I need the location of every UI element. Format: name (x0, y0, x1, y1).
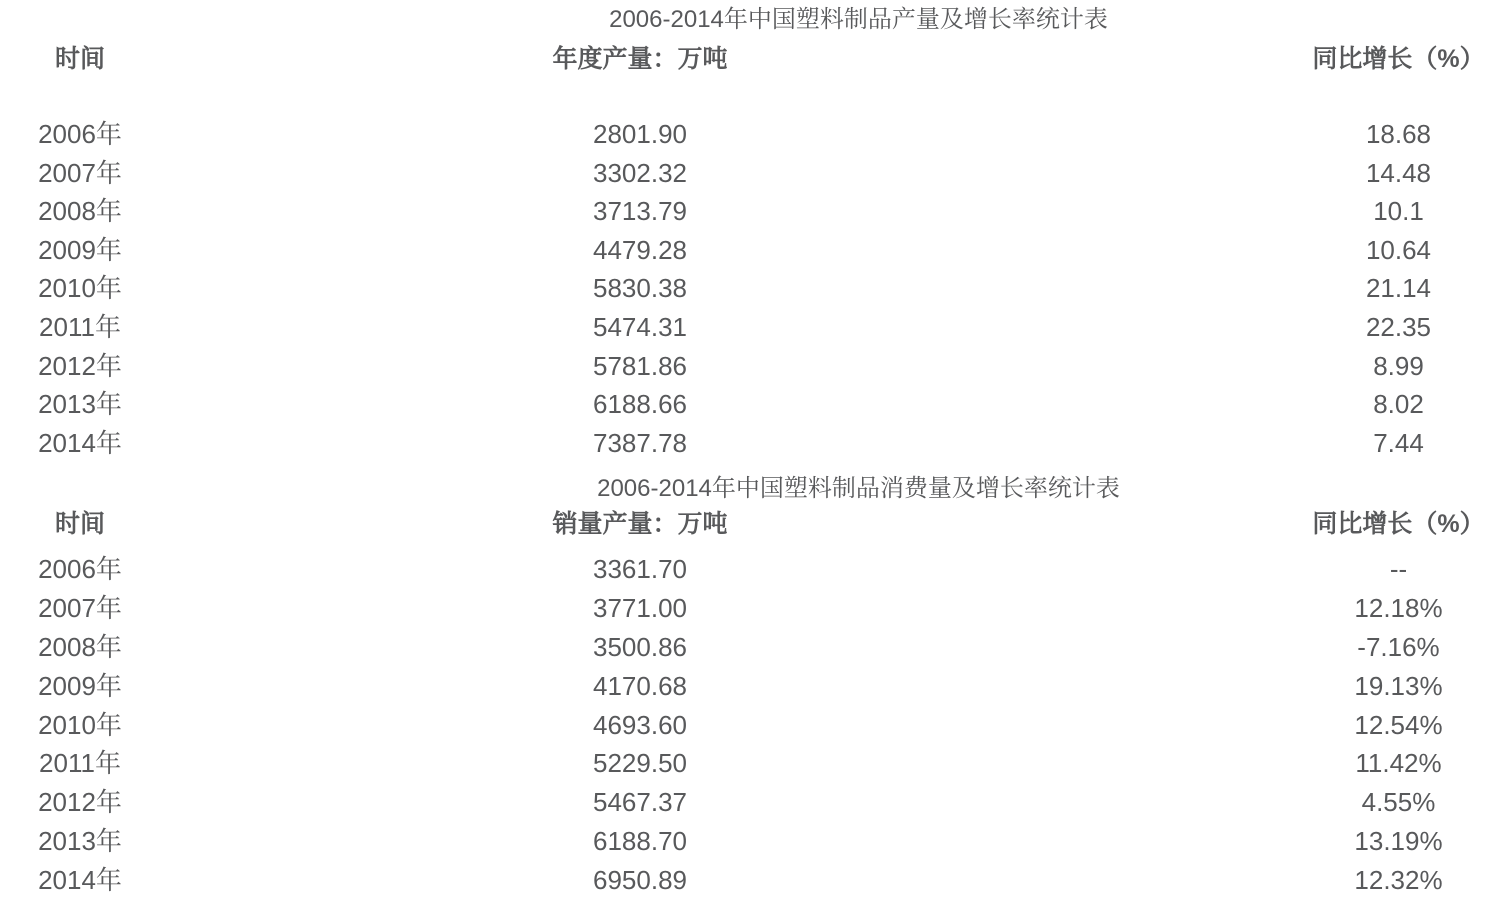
table-row (0, 308, 1497, 347)
table-row (0, 628, 1497, 667)
table-row (0, 822, 1497, 861)
growth-cell: -- (1389, 554, 1408, 585)
growth-cell: 12.18% (1354, 593, 1443, 624)
growth-cell: 4.55% (1361, 787, 1436, 818)
table-row (0, 550, 1497, 589)
value-cell: 5229.50 (593, 748, 687, 779)
table-row (0, 744, 1497, 783)
table-row (0, 269, 1497, 308)
year-cell: 2011年 (39, 748, 121, 779)
column-header-annual-production: 年度产量：万吨 (552, 45, 728, 73)
year-cell: 2009年 (38, 234, 122, 265)
year-cell: 2012年 (38, 787, 122, 818)
year-cell: 2009年 (38, 670, 122, 701)
table-row (0, 231, 1497, 270)
year-cell: 2012年 (38, 350, 122, 381)
year-cell: 2013年 (38, 825, 122, 856)
year-cell: 2008年 (38, 196, 122, 227)
column-header-sales-volume: 销量产量：万吨 (552, 510, 728, 539)
year-cell: 2013年 (38, 389, 122, 420)
year-cell: 2010年 (38, 273, 122, 304)
table-row (0, 115, 1497, 154)
value-cell: 5781.86 (593, 350, 687, 381)
value-cell: 7387.78 (593, 427, 687, 458)
consumption-table (0, 476, 1497, 899)
growth-cell: 12.32% (1354, 864, 1443, 895)
value-cell: 3361.70 (593, 554, 687, 585)
consumption-table-title: 2006-2014年中国塑料制品消费量及增长率统计表 (597, 475, 1120, 503)
table-row (0, 861, 1497, 900)
value-cell: 5830.38 (593, 273, 687, 304)
growth-cell: 14.48 (1365, 157, 1432, 188)
value-cell: 4170.68 (593, 670, 687, 701)
year-cell: 2006年 (38, 119, 122, 149)
value-cell: 4479.28 (593, 234, 687, 265)
production-table-title: 2006-2014年中国塑料制品产量及增长率统计表 (609, 6, 1108, 33)
table-row (0, 424, 1497, 463)
column-header-yoy-growth: 同比增长（%） (1312, 45, 1485, 73)
table-row (0, 154, 1497, 193)
consumption-table-header-row (0, 510, 1497, 538)
column-header-yoy-growth: 同比增长（%） (1312, 510, 1485, 539)
growth-cell: 22.35 (1365, 311, 1432, 342)
growth-cell: 18.68 (1365, 119, 1432, 149)
table-row (0, 783, 1497, 822)
table-row (0, 347, 1497, 386)
growth-cell: 8.99 (1373, 350, 1424, 381)
value-cell: 2801.90 (593, 119, 687, 149)
consumption-table-body (0, 550, 1497, 899)
growth-cell: 10.1 (1373, 196, 1424, 227)
value-cell: 3500.86 (593, 631, 687, 662)
value-cell: 5467.37 (593, 787, 687, 818)
value-cell: 3713.79 (593, 196, 687, 227)
table-row (0, 667, 1497, 706)
growth-cell: 10.64 (1365, 234, 1432, 265)
growth-cell: 8.02 (1373, 389, 1424, 420)
year-cell: 2008年 (38, 631, 122, 662)
growth-cell: 12.54% (1354, 709, 1443, 740)
production-table-body (0, 115, 1497, 462)
growth-cell: 13.19% (1354, 825, 1443, 856)
production-table-header-row (0, 45, 1497, 73)
column-header-time: 时间 (54, 510, 105, 539)
table-row (0, 192, 1497, 231)
year-cell: 2006年 (38, 554, 122, 585)
value-cell: 5474.31 (593, 311, 687, 342)
growth-cell: 21.14 (1365, 273, 1432, 304)
year-cell: 2014年 (38, 427, 122, 458)
year-cell: 2010年 (38, 709, 122, 740)
year-cell: 2011年 (39, 311, 121, 342)
growth-cell: 19.13% (1354, 670, 1443, 701)
table-row (0, 706, 1497, 745)
table-row (0, 589, 1497, 628)
value-cell: 4693.60 (593, 709, 687, 740)
year-cell: 2007年 (38, 593, 122, 624)
growth-cell: -7.16% (1357, 631, 1440, 662)
year-cell: 2007年 (38, 157, 122, 188)
value-cell: 6188.66 (593, 389, 687, 420)
growth-cell: 7.44 (1373, 427, 1424, 458)
value-cell: 6950.89 (593, 864, 687, 895)
column-header-time: 时间 (54, 45, 105, 73)
growth-cell: 11.42% (1355, 748, 1442, 779)
value-cell: 3302.32 (593, 157, 687, 188)
table-row (0, 385, 1497, 424)
value-cell: 6188.70 (593, 825, 687, 856)
value-cell: 3771.00 (593, 593, 687, 624)
year-cell: 2014年 (38, 864, 122, 895)
